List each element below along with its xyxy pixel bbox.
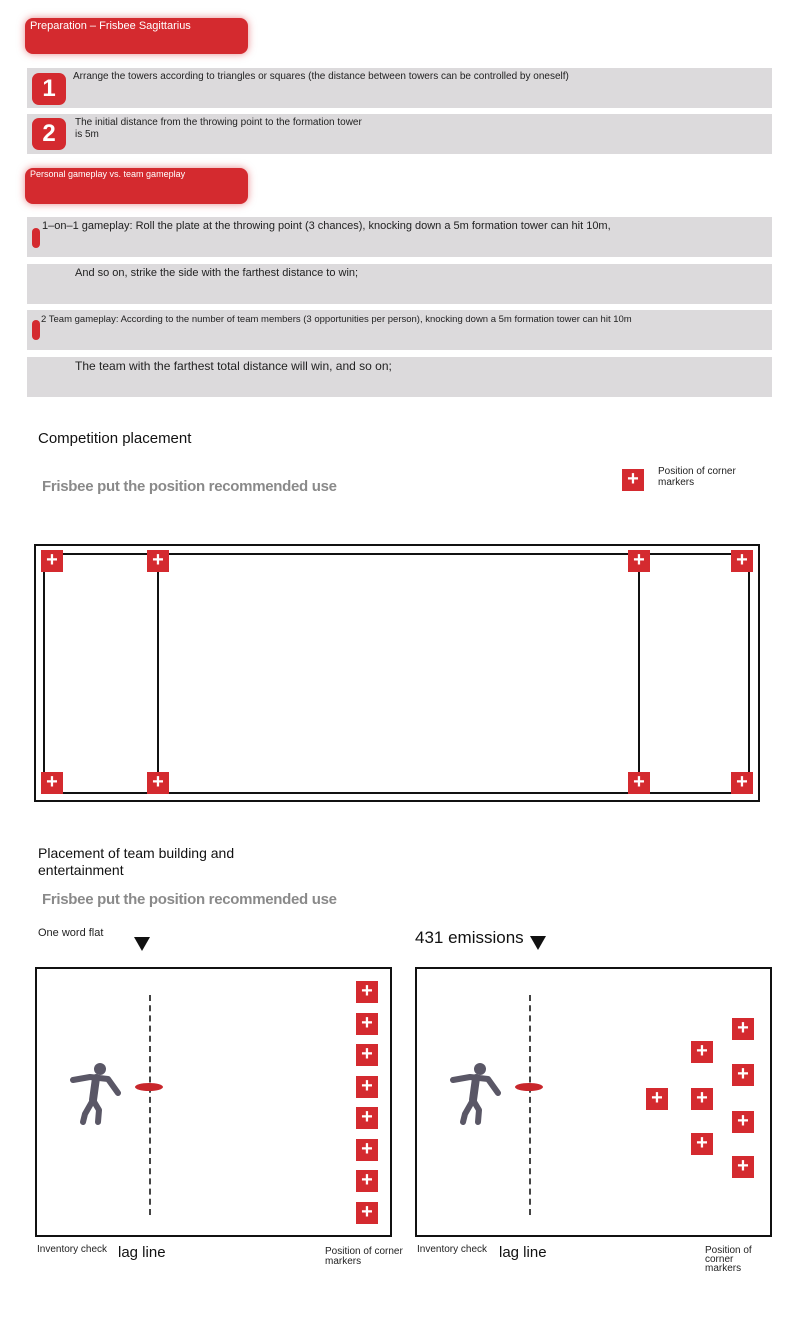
right-lag-line-label: lag line [499,1244,547,1261]
competition-field-inner [43,553,750,794]
preparation-title-text: Preparation – Frisbee Sagittarius [30,20,191,32]
left-frisbee-icon [135,1083,163,1091]
field-marker-top-4: + [731,550,753,572]
field-marker-bottom-2: + [147,772,169,794]
legend-label-line1: Position of corner [658,466,736,477]
preparation-title [25,18,248,54]
left-lag-line-label: lag line [118,1244,166,1261]
step-1-number: 1 [42,75,56,102]
rule-1-line1: 1–on–1 gameplay: Roll the plate at the throwing point (3 chances), knocking down a 5m formation tower can hit 10m, [42,220,611,232]
competition-subheading: Frisbee put the position recommended use [42,478,337,495]
right-thrower-icon [448,1060,504,1126]
step-1-text: Arrange the towers according to triangles or squares (the distance between towers can be controlled by oneself) [73,71,569,82]
step-2-text-line2: is 5m [75,129,99,140]
rule-2-line1: 2 Team gameplay: According to the number of team members (3 opportunities per person), knocking down a 5m formation tower can hit 10m [41,314,632,325]
left-lag-line [149,995,151,1215]
legend-label-line2: markers [658,477,695,488]
team-heading-line2: entertainment [38,862,124,878]
left-inventory-label: Inventory check [37,1244,108,1255]
rule-1-line2: And so on, strike the side with the farthest distance to win; [75,267,359,279]
left-corner-label-line2: markers [325,1256,362,1267]
left-thrower-icon [68,1060,124,1126]
right-marker-col3-3: + [732,1111,754,1133]
field-marker-bottom-1: + [41,772,63,794]
right-corner-label-line1: Position of [705,1245,752,1256]
competition-field-line-right [638,553,640,794]
left-marker-8: + [356,1202,378,1224]
right-corner-label-line2: corner [705,1254,734,1265]
left-marker-4: + [356,1076,378,1098]
right-lag-line [529,995,531,1215]
team-heading-line1: Placement of team building and [38,845,235,861]
step-2-badge [32,118,66,150]
right-marker-col2-2: + [691,1088,713,1110]
right-marker-col2-1: + [691,1041,713,1063]
field-marker-bottom-3: + [628,772,650,794]
left-marker-1: + [356,981,378,1003]
left-marker-5: + [356,1107,378,1129]
left-marker-3: + [356,1044,378,1066]
left-marker-7: + [356,1170,378,1192]
step-1-badge [32,73,66,105]
rule-1-bullet [32,228,40,248]
right-corner-label-line3: markers [705,1263,742,1274]
field-marker-bottom-4: + [731,772,753,794]
rule-2-bullet [32,320,40,340]
rule-2-line2: The team with the farthest total distance will win, and so on; [75,359,392,373]
right-frisbee-icon [515,1083,543,1091]
legend-corner-marker-icon: + [622,469,644,491]
left-layout-arrow-icon [134,937,150,951]
gameplay-title-text: Personal gameplay vs. team gameplay [30,169,186,179]
step-2-number: 2 [42,120,56,147]
right-marker-col3-1: + [732,1018,754,1040]
field-marker-top-1: + [41,550,63,572]
right-marker-col2-3: + [691,1133,713,1155]
left-marker-2: + [356,1013,378,1035]
gameplay-title [25,168,248,204]
left-layout-label: One word flat [38,927,104,939]
team-subheading: Frisbee put the position recommended use [42,891,337,908]
field-marker-top-2: + [147,550,169,572]
field-marker-top-3: + [628,550,650,572]
left-marker-6: + [356,1139,378,1161]
right-marker-col1: + [646,1088,668,1110]
right-marker-col3-2: + [732,1064,754,1086]
right-inventory-label: Inventory check [417,1244,488,1255]
right-layout-label: 431 emissions [415,928,524,947]
right-marker-col3-4: + [732,1156,754,1178]
right-layout-arrow-icon [530,936,546,950]
competition-heading: Competition placement [38,430,192,447]
left-corner-label-line1: Position of corner [325,1246,403,1257]
step-2-text-line1: The initial distance from the throwing point to the formation tower [75,117,362,128]
competition-field-line-left [157,553,159,794]
